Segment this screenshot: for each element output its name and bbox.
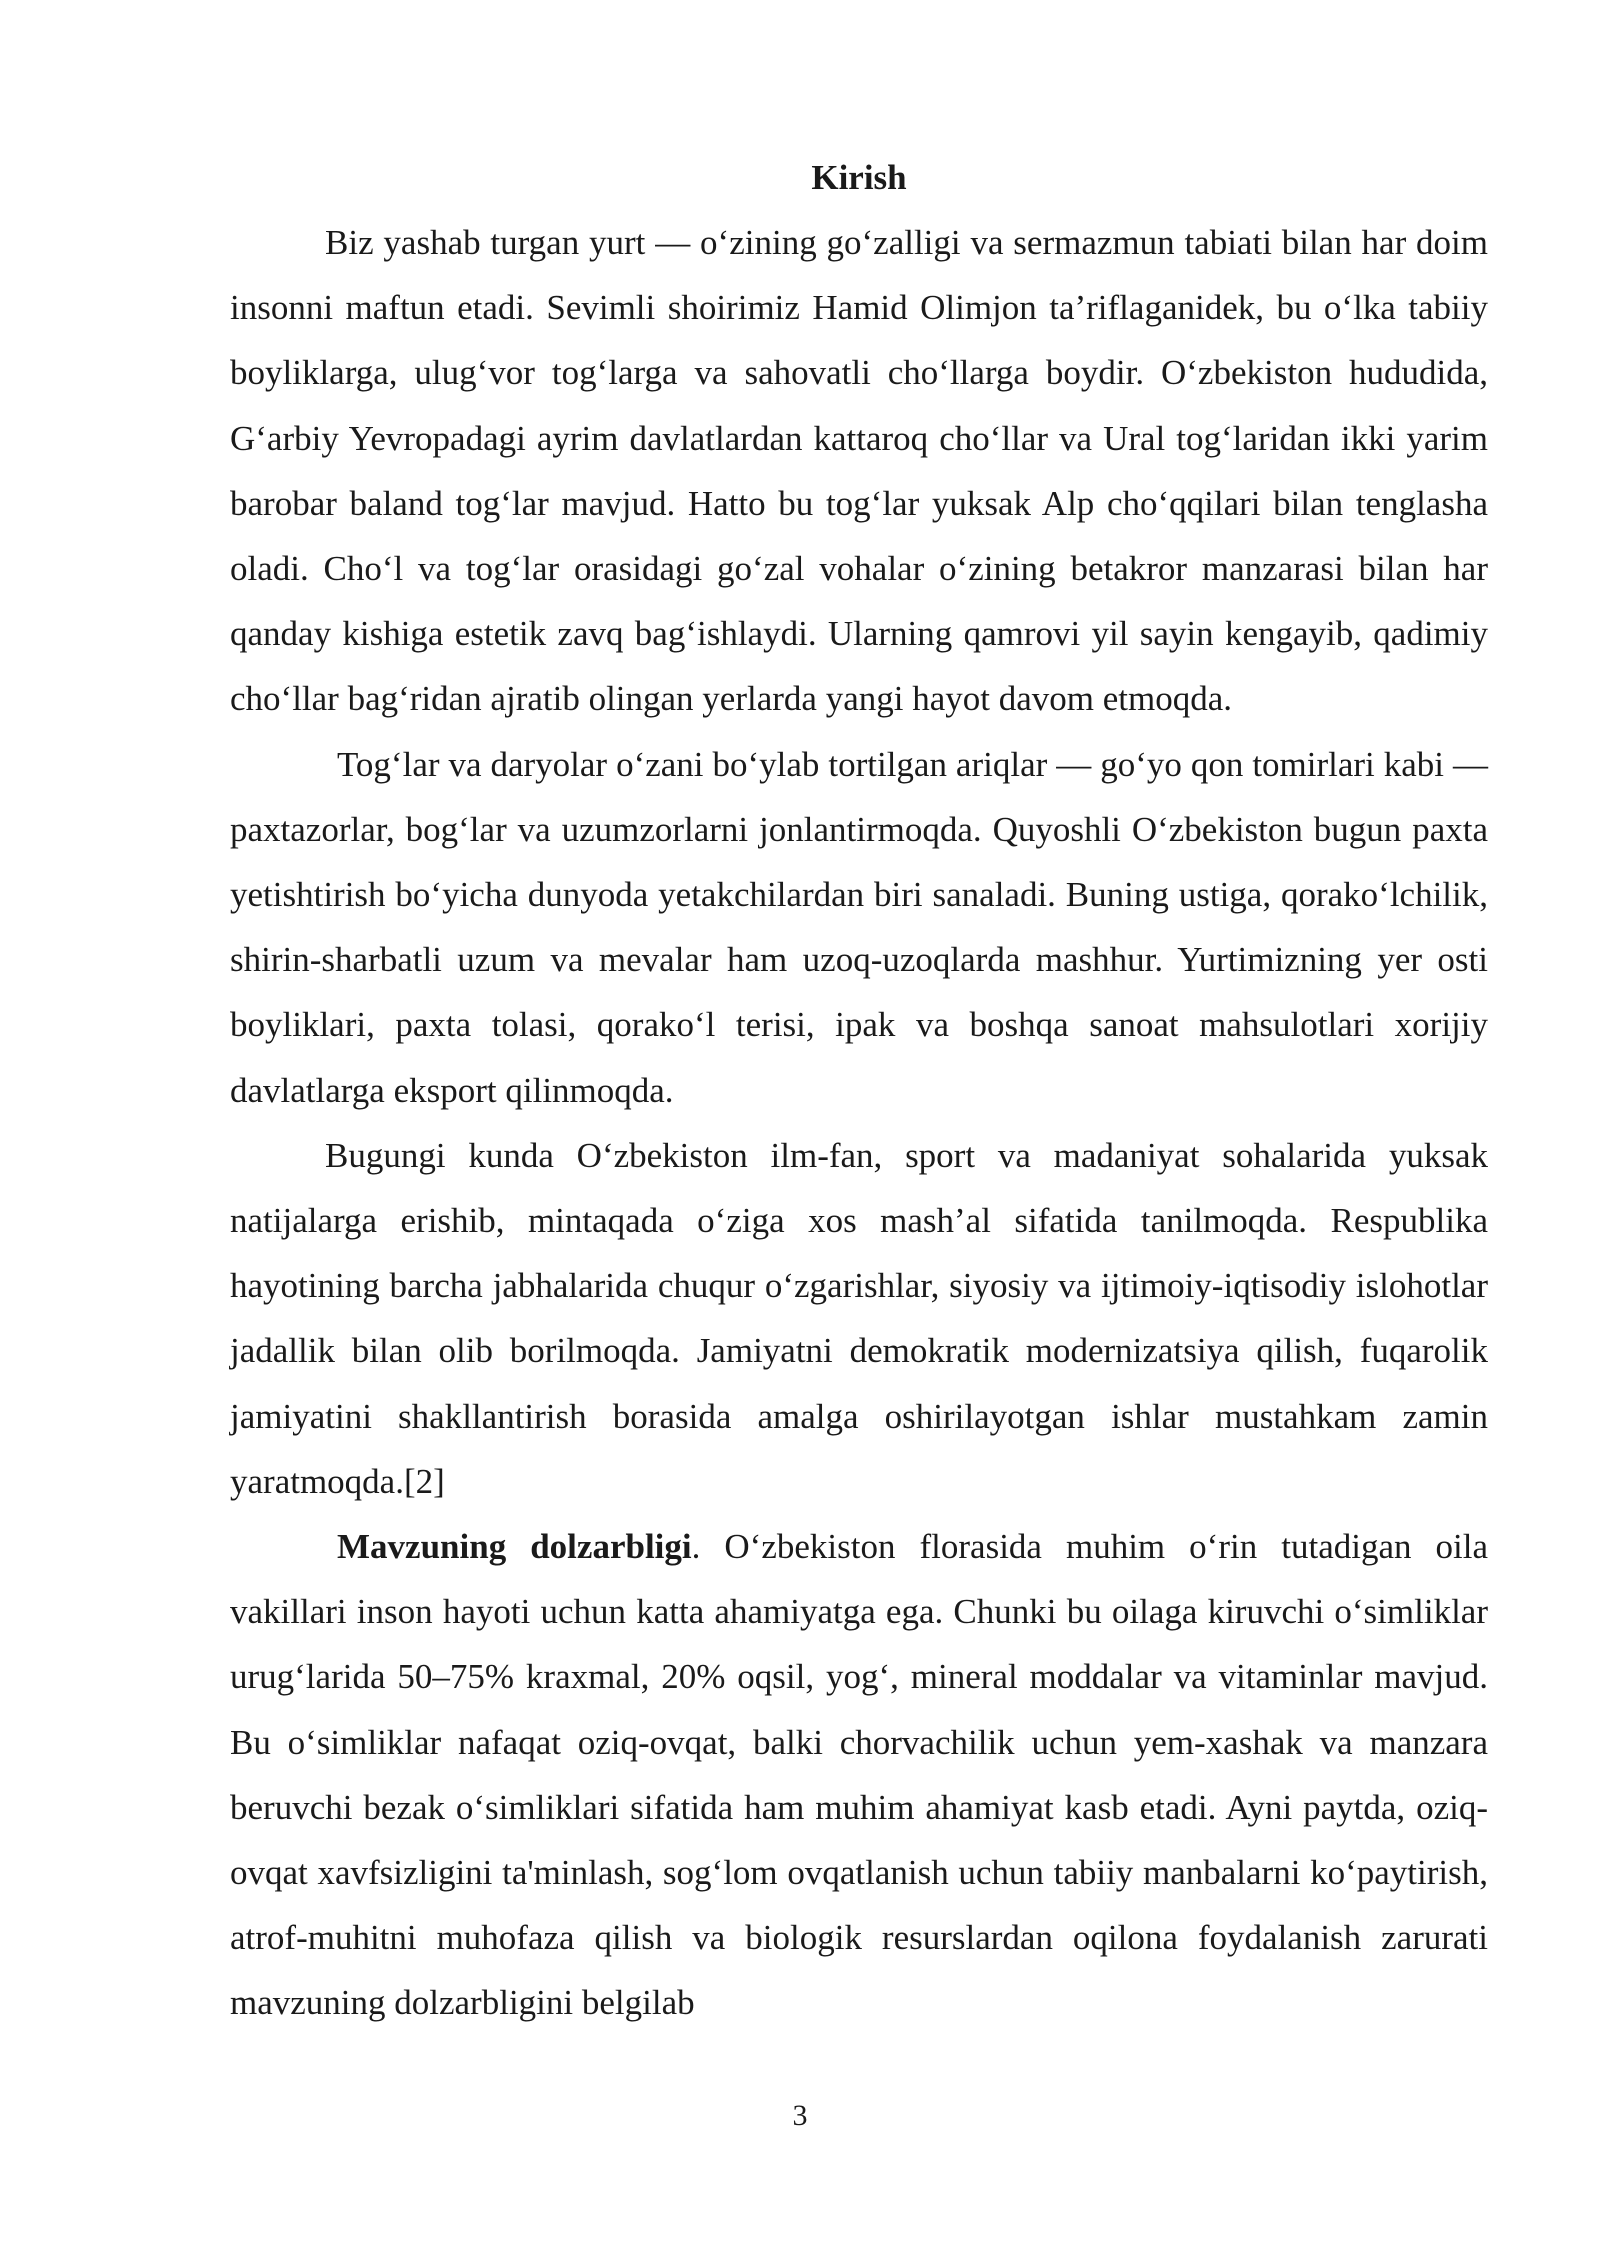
- paragraph-4-bold-lead: Mavzuning dolzarbligi: [337, 1527, 692, 1567]
- page-number: 3: [792, 2099, 808, 2132]
- paragraph-3: Bugungi kunda O‘zbekiston ilm-fan, sport va madaniyat sohalarida yuksak natijalarga erishib, mintaqada o‘ziga xos mash’al sifatida tanilmoqda. Respublika hayotining barcha jabhalarida chuqur o‘zgarishlar, siyosiy va ijtimoiy-iqtisodiy islohotlar jadallik bilan olib borilmoqda. Jamiyatni demokratik modernizatsiya qilish, fuqarolik jamiyatini shakllantirish borasida amalga oshirilayotgan ishlar mustahkam zamin yaratmoqda.[2]: [230, 1135, 1488, 1501]
- paragraph-4: [230, 1514, 1488, 2036]
- section-title: Kirish: [811, 158, 907, 197]
- paragraph-4-text: . O‘zbekiston florasida muhim o‘rin tutadigan oila vakillari inson hayoti uchun katta ahamiyatga ega. Chunki bu oilaga kiruvchi o‘simliklar urug‘larida 50–75% kraxmal, 20% oqsil, yog‘, mineral moddalar va vitaminlar mavjud. Bu o‘simliklar nafaqat oziq-ovqat, balki chorvachilik uchun yem-xashak va manzara beruvchi bezak o‘simliklari sifatida ham muhim ahamiyat kasb etadi. Ayni paytda, oziq-ovqat xavfsizligini ta'minlash, sog‘lom ovqatlanish uchun tabiiy manbalarni ko‘paytirish, atrof-muhitni muhofaza qilish va biologik resurslardan oqilona foydalanish zarurati mavzuning dolzarbligini belgilab: [230, 1527, 1488, 2023]
- paragraph-1: Biz yashab turgan yurt — o‘zining go‘zalligi va sermazmun tabiati bilan har doim insonni maftun etadi. Sevimli shoirimiz Hamid Olimjon ta’riflaganidek, bu o‘lka tabiiy boyliklarga, ulug‘vor tog‘larga va sahovatli cho‘llarga boydir. O‘zbekiston hududida, G‘arbiy Yevropadagi ayrim davlatlardan kattaroq cho‘llar va Ural tog‘laridan ikki yarim barobar baland tog‘lar mavjud. Hatto bu tog‘lar yuksak Alp cho‘qqilari bilan tenglasha oladi. Cho‘l va tog‘lar orasidagi go‘zal vohalar o‘zining betakror manzarasi bilan har qanday kishiga estetik zavq bag‘ishlaydi. Ularning qamrovi yil sayin kengayib, qadimiy cho‘llar bag‘ridan ajratib olingan yerlarda yangi hayot davom etmoqda.: [230, 223, 1488, 719]
- paragraph-2: Tog‘lar va daryolar o‘zani bo‘ylab tortilgan ariqlar — go‘yo qon tomirlari kabi — paxtazorlar, bog‘lar va uzumzorlarni jonlantirmoqda. Quyoshli O‘zbekiston bugun paxta yetishtirish bo‘yicha dunyoda yetakchilardan biri sanaladi. Buning ustiga, qorako‘lchilik, shirin-sharbatli uzum va mevalar ham uzoq-uzoqlarda mashhur. Yurtimizning yer osti boyliklari, paxta tolasi, qorako‘l terisi, ipak va boshqa sanoat mahsulotlari xorijiy davlatlarga eksport qilinmoqda.: [230, 744, 1488, 1110]
- document-body: [230, 145, 1488, 2036]
